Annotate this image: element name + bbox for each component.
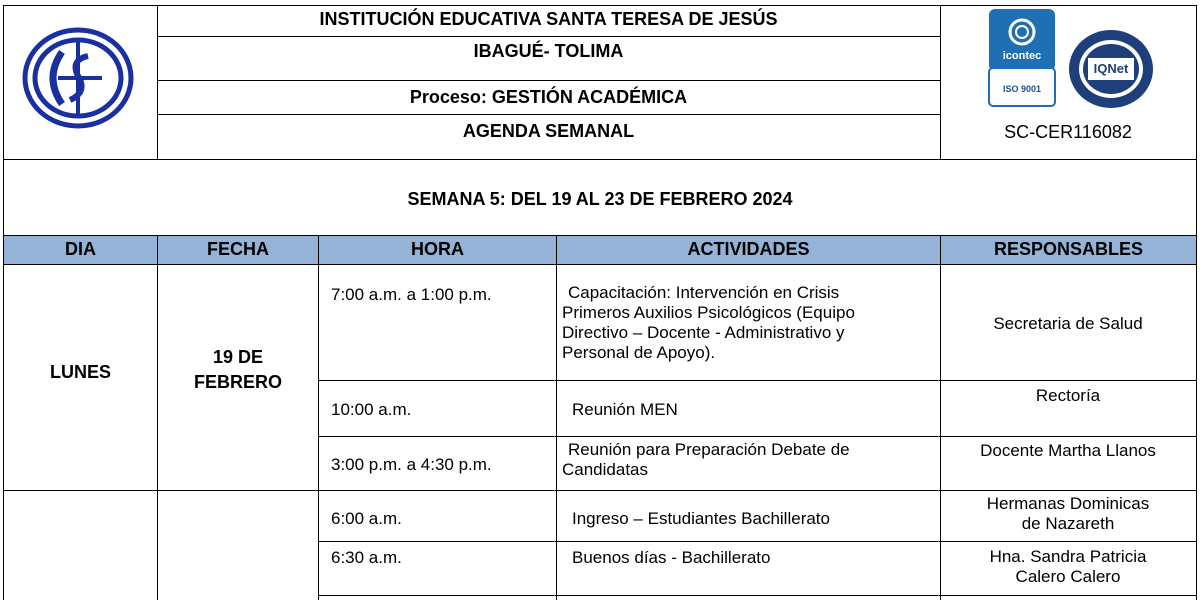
column-header-fecha: FECHA: [158, 236, 318, 264]
responsible-line: Calero Calero: [1015, 567, 1121, 586]
activity-cell: [562, 440, 938, 480]
icontec-logo: [988, 8, 1056, 108]
activity-line: Directivo – Docente - Administrativo y: [562, 323, 845, 342]
time-cell: 3:00 p.m. a 4:30 p.m.: [331, 455, 492, 474]
date-line-1: 19 DE: [212, 347, 264, 367]
iqnet-logo: [1066, 28, 1156, 110]
icontec-label: icontec: [1002, 50, 1042, 62]
activity-line: Reunión para Preparación Debate de: [568, 440, 850, 459]
activity-cell: Ingreso – Estudiantes Bachillerato: [572, 509, 830, 528]
responsible-cell: [940, 494, 1196, 534]
document-title: AGENDA SEMANAL: [462, 121, 635, 141]
iso-label: ISO 9001: [1002, 84, 1042, 94]
responsible-line: Hna. Sandra Patricia: [989, 547, 1147, 566]
responsible-line: de Nazareth: [1021, 514, 1115, 533]
responsible-cell: Secretaria de Salud: [993, 314, 1143, 333]
activity-line: Candidatas: [562, 460, 649, 479]
institution-name: INSTITUCIÓN EDUCATIVA SANTA TERESA DE JESÚS: [319, 9, 778, 29]
activity-line: Primeros Auxilios Psicológicos (Equipo: [562, 303, 855, 322]
city-name: IBAGUÉ- TOLIMA: [473, 41, 624, 61]
responsible-line: Hermanas Dominicas: [986, 494, 1150, 513]
activity-line: Personal de Apoyo).: [562, 343, 716, 362]
process-name: Proceso: GESTIÓN ACADÉMICA: [409, 87, 688, 107]
time-cell: 7:00 a.m. a 1:00 p.m.: [331, 285, 492, 304]
responsible-cell: [940, 547, 1196, 587]
column-header-actividades: ACTIVIDADES: [557, 236, 940, 264]
day-label: LUNES: [49, 362, 111, 382]
week-title: SEMANA 5: DEL 19 AL 23 DE FEBRERO 2024: [407, 189, 793, 209]
time-cell: 6:00 a.m.: [331, 509, 402, 528]
time-cell: 10:00 a.m.: [331, 400, 412, 419]
column-header-hora: HORA: [319, 236, 556, 264]
activity-cell: Reunión MEN: [572, 400, 678, 419]
responsible-cell: Docente Martha Llanos: [980, 441, 1156, 460]
school-logo: [22, 22, 134, 134]
activity-cell: [562, 283, 938, 363]
activity-cell: Buenos días - Bachillerato: [572, 548, 771, 567]
certificate-code: SC-CER116082: [1004, 122, 1132, 142]
column-header-dia: DIA: [4, 236, 157, 264]
column-header-responsables: RESPONSABLES: [941, 236, 1196, 264]
responsible-cell: Rectoría: [1035, 386, 1101, 405]
date-line-2: FEBRERO: [193, 372, 282, 392]
iqnet-label: IQNet: [1093, 61, 1129, 76]
time-cell: 6:30 a.m.: [331, 548, 402, 567]
activity-line: Capacitación: Intervención en Crisis: [568, 283, 840, 302]
